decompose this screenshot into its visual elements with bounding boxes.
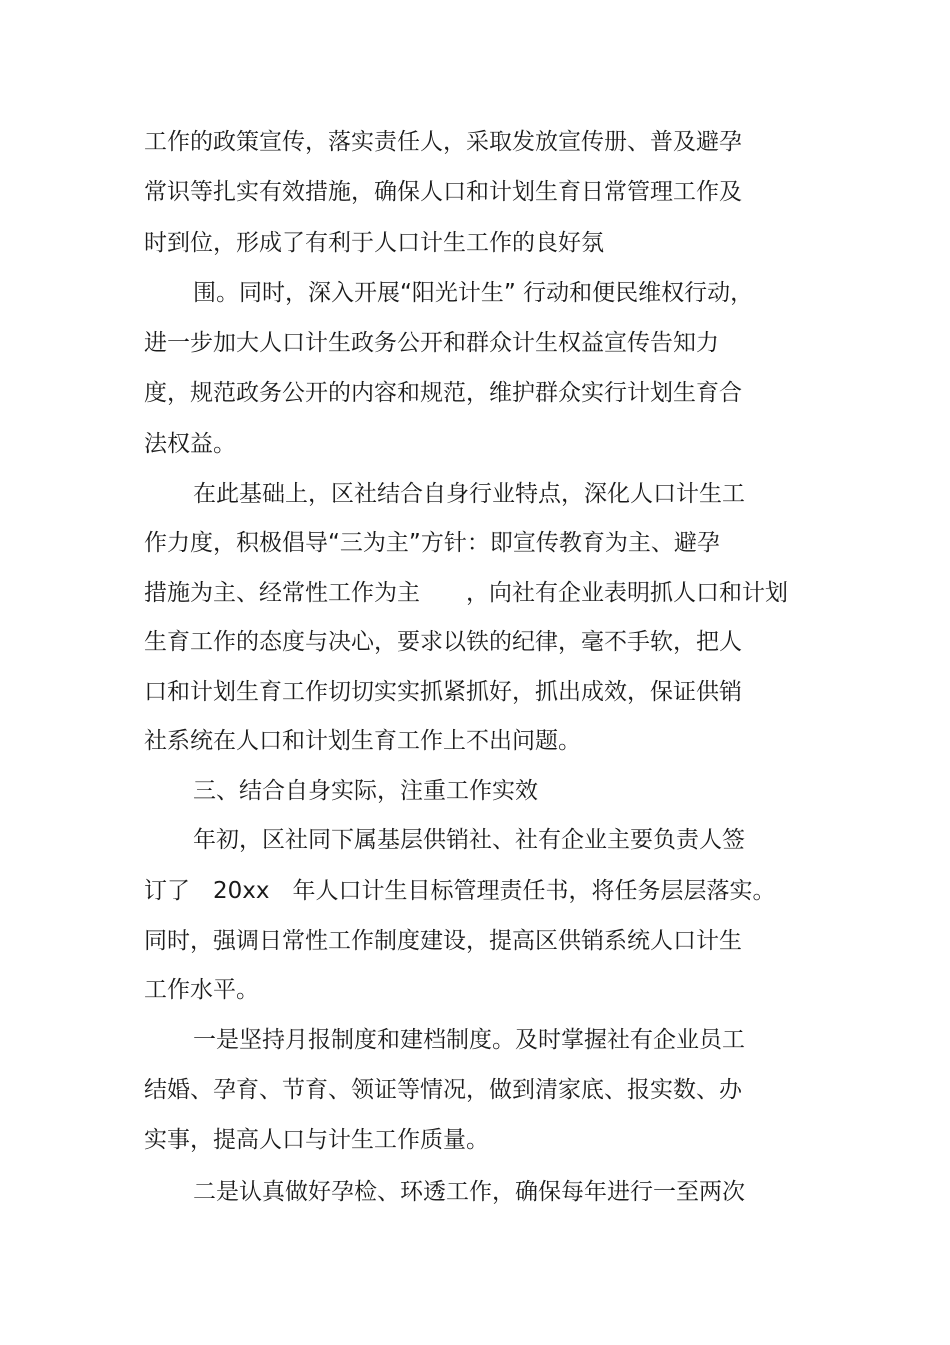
- text-line: 工作的政策宣传，落实责任人，采取发放宣传册、普及避孕: [144, 129, 742, 155]
- text-line: 订了 20xx 年人口计生目标管理责任书，将任务层层落实。: [144, 878, 776, 904]
- text-line: 一是坚持月报制度和建档制度。及时掌握社有企业员工: [193, 1027, 745, 1053]
- text-line: 法权益。: [144, 431, 236, 457]
- text-line: 度，规范政务公开的内容和规范，维护群众实行计划生育合: [144, 380, 742, 406]
- text-line: 进一步加大人口计生政务公开和群众计生权益宣传告知力: [144, 330, 719, 356]
- text-line: 年初，区社同下属基层供销社、社有企业主要负责人签: [193, 827, 745, 853]
- text-line: 时到位，形成了有利于人口计生工作的良好氛: [144, 230, 604, 256]
- text-line: 作力度，积极倡导“三为主”方针：即宣传教育为主、避孕: [144, 530, 720, 556]
- text-line: 社系统在人口和计划生育工作上不出问题。: [144, 728, 581, 754]
- text-line: 在此基础上，区社结合自身行业特点，深化人口计生工: [193, 481, 745, 507]
- text-line: 围。同时，深入开展“阳光计生” 行动和便民维权行动，: [193, 280, 754, 306]
- text-line: 工作水平。: [144, 977, 259, 1003]
- section-heading: 三、结合自身实际，注重工作实效: [193, 778, 538, 804]
- text-line: 口和计划生育工作切切实实抓紧抓好，抓出成效，保证供销: [144, 679, 742, 705]
- text-line: 二是认真做好孕检、环透工作，确保每年进行一至两次: [193, 1179, 745, 1205]
- text-line: 常识等扎实有效措施，确保人口和计划生育日常管理工作及: [144, 179, 742, 205]
- text-line: 实事，提高人口与计生工作质量。: [144, 1127, 489, 1153]
- text-line: 措施为主、经常性工作为主 ，向社有企业表明抓人口和计划: [144, 580, 788, 606]
- text-line: 结婚、孕育、节育、领证等情况，做到清家底、报实数、办: [144, 1077, 742, 1103]
- text-line: 同时，强调日常性工作制度建设，提高区供销系统人口计生: [144, 928, 742, 954]
- text-line: 生育工作的态度与决心，要求以铁的纪律，毫不手软，把人: [144, 629, 742, 655]
